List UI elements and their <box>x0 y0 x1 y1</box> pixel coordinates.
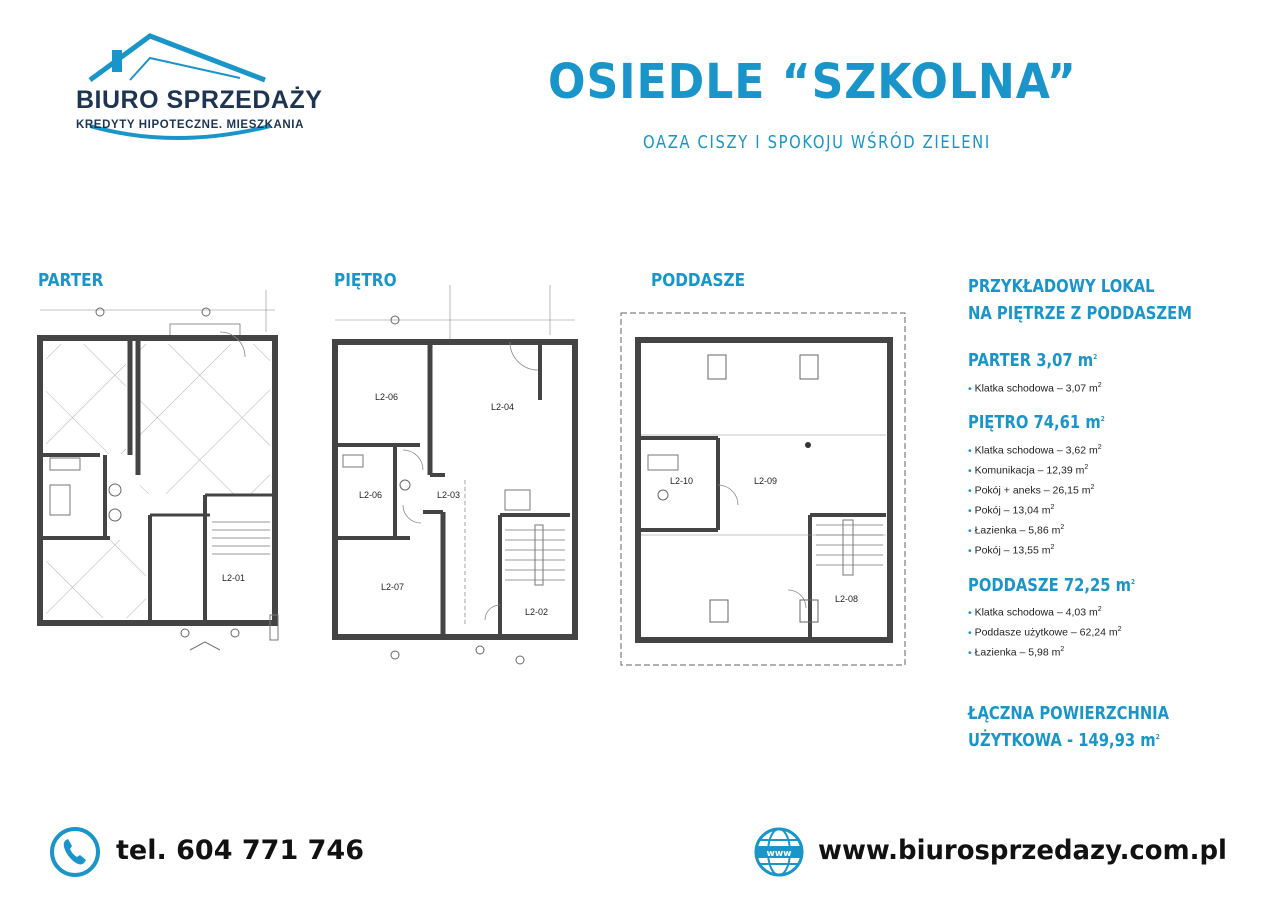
section-title-pietro: PIĘTRO 74,61 $m^2$ <box>968 412 1105 433</box>
svg-text:L2-10: L2-10 <box>670 476 694 486</box>
brand-tagline: KREDYTY HIPOTECZNE. MIESZKANIA <box>76 119 304 131</box>
svg-text:L2-07: L2-07 <box>381 582 405 592</box>
plan-label-parter: PARTER <box>38 270 104 291</box>
svg-text:L2-09: L2-09 <box>754 476 778 486</box>
info-heading-line1: PRZYKŁADOWY LOKAL <box>968 276 1155 297</box>
list-item: • Poddasze użytkowe – 62,24 $m^2$ <box>968 620 1122 640</box>
section-list-parter <box>968 376 1102 396</box>
svg-text:L2-01: L2-01 <box>222 573 246 583</box>
floor-plan-pietro <box>325 280 585 680</box>
list-item: • Pokój + aneks – 26,15 $m^2$ <box>968 478 1102 498</box>
phone-number[interactable]: tel. 604 771 746 <box>116 835 365 866</box>
page-subtitle: OAZA CISZY I SPOKOJU WŚRÓD ZIELENI <box>643 132 991 153</box>
section-title-poddasze: PODDASZE 72,25 $m^2$ <box>968 575 1136 596</box>
list-item: • Pokój – 13,04 $m^2$ <box>968 498 1102 518</box>
total-area-line1: ŁĄCZNA POWIERZCHNIA <box>968 703 1170 724</box>
plan-label-poddasze: PODDASZE <box>651 270 746 291</box>
svg-text:L2-03: L2-03 <box>437 490 461 500</box>
list-item: • Klatka schodowa – 3,62 $m^2$ <box>968 438 1102 458</box>
floor-plan-parter <box>30 290 300 660</box>
section-list-poddasze <box>968 600 1122 660</box>
svg-text:L2-02: L2-02 <box>525 607 549 617</box>
list-item: • Pokój – 13,55 $m^2$ <box>968 538 1102 558</box>
list-item: • Łazienka – 5,86 $m^2$ <box>968 518 1102 538</box>
page-title: OSIEDLE “SZKOLNA” <box>548 54 1077 110</box>
info-heading-line2: NA PIĘTRZE Z PODDASZEM <box>968 303 1192 324</box>
svg-text:L2-06: L2-06 <box>375 392 399 402</box>
plan-label-pietro: PIĘTRO <box>334 270 397 291</box>
website-link[interactable]: www.biurosprzedazy.com.pl <box>818 835 1227 866</box>
brand-name: BIURO SPRZEDAŻY <box>76 86 323 114</box>
globe-icon <box>753 826 805 878</box>
floor-plan-poddasze <box>618 310 908 670</box>
svg-text:L2-08: L2-08 <box>835 594 859 604</box>
list-item: • Łazienka – 5,98 $m^2$ <box>968 640 1122 660</box>
svg-text:L2-04: L2-04 <box>491 402 515 412</box>
total-area-line2: UŻYTKOWA - 149,93 $m^2$ <box>968 730 1160 751</box>
section-list-pietro <box>968 438 1102 558</box>
list-item: • Komunikacja – 12,39 $m^2$ <box>968 458 1102 478</box>
svg-text:L2-06: L2-06 <box>359 490 383 500</box>
list-item: • Klatka schodowa – 4,03 $m^2$ <box>968 600 1122 620</box>
section-title-parter: PARTER 3,07 $m^2$ <box>968 350 1098 371</box>
list-item: • Klatka schodowa – 3,07 $m^2$ <box>968 376 1102 396</box>
globe-label: www <box>766 849 792 859</box>
phone-icon <box>49 826 101 878</box>
